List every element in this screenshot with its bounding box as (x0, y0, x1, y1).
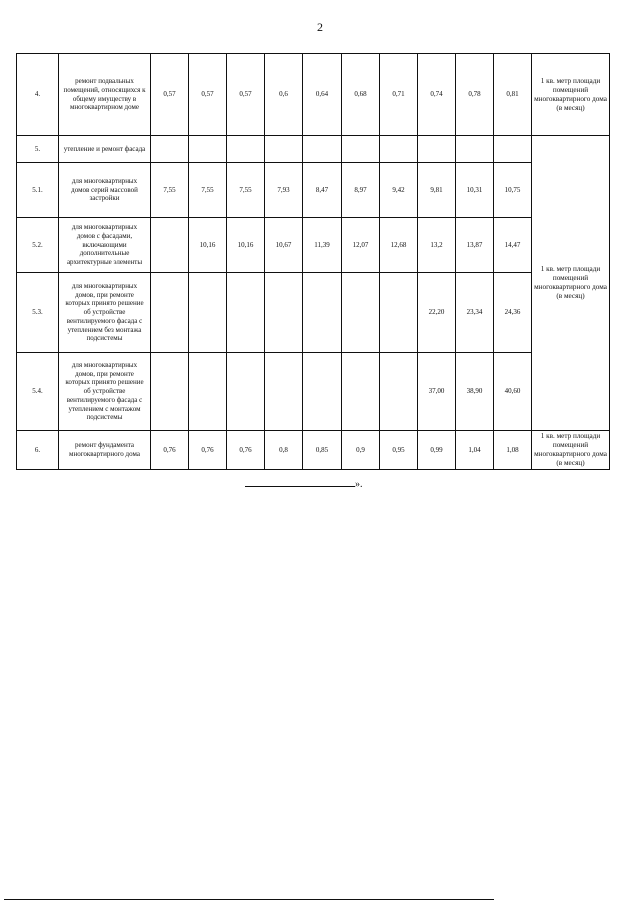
rate-cell (265, 273, 303, 353)
rate-cell: 8,47 (303, 163, 342, 218)
table-row (17, 54, 610, 136)
rate-cell (380, 273, 418, 353)
row-description: для многоквартирных домов, при ремонте которых принято решение об устройстве вентилируемого фасада с утеплением без монтажа подсистемы (59, 273, 151, 353)
row-number: 5.4. (17, 353, 59, 431)
table-row (17, 273, 610, 353)
rate-cell: 1,04 (456, 431, 494, 470)
row-number: 5.1. (17, 163, 59, 218)
rate-cell: 0,76 (151, 431, 189, 470)
row-number: 5. (17, 136, 59, 163)
row-description: ремонт фундамента многоквартирного дома (59, 431, 151, 470)
rate-cell (189, 136, 227, 163)
rate-cell: 7,55 (227, 163, 265, 218)
rate-cell (303, 273, 342, 353)
tariff-table (16, 53, 610, 470)
rate-cell: 1,08 (494, 431, 532, 470)
rate-cell: 9,42 (380, 163, 418, 218)
rate-cell (303, 353, 342, 431)
rate-cell: 0,74 (418, 54, 456, 136)
rate-cell: 7,55 (189, 163, 227, 218)
rate-cell: 0,6 (265, 54, 303, 136)
rate-cell (227, 353, 265, 431)
rate-cell: 0,8 (265, 431, 303, 470)
rate-cell (456, 136, 494, 163)
row-description: для многоквартирных домов серий массовой застройки (59, 163, 151, 218)
table-row (17, 431, 610, 470)
rate-cell: 0,57 (227, 54, 265, 136)
rate-cell: 0,71 (380, 54, 418, 136)
rate-cell: 7,93 (265, 163, 303, 218)
rate-cell: 0,76 (227, 431, 265, 470)
rate-cell (227, 136, 265, 163)
rate-cell: 13,87 (456, 218, 494, 273)
rate-cell: 11,39 (303, 218, 342, 273)
page-number: 2 (317, 20, 323, 34)
rate-cell (342, 353, 380, 431)
unit-cell: 1 кв. метр площади помещений многоквартирного дома (в месяц) (532, 54, 610, 136)
row-description: для многоквартирных домов, при ремонте которых принято решение об устройстве вентилируемого фасада с утеплением с монтажом подсистемы (59, 353, 151, 431)
closing-line (245, 478, 405, 490)
rate-cell: 10,16 (227, 218, 265, 273)
rate-cell: 10,31 (456, 163, 494, 218)
rate-cell (265, 136, 303, 163)
rate-cell (342, 273, 380, 353)
row-number: 4. (17, 54, 59, 136)
table-row (17, 136, 610, 163)
rate-cell: 0,57 (151, 54, 189, 136)
rate-cell (151, 136, 189, 163)
rate-cell: 7,55 (151, 163, 189, 218)
closing-quote: ». (355, 479, 363, 490)
row-number: 5.3. (17, 273, 59, 353)
rate-cell (189, 353, 227, 431)
rate-cell (380, 136, 418, 163)
rate-cell: 22,20 (418, 273, 456, 353)
row-description: утепление и ремонт фасада (59, 136, 151, 163)
rate-cell: 40,60 (494, 353, 532, 431)
rate-cell: 14,47 (494, 218, 532, 273)
rate-cell (303, 136, 342, 163)
rate-cell: 0,78 (456, 54, 494, 136)
rate-cell: 0,9 (342, 431, 380, 470)
rate-cell: 12,68 (380, 218, 418, 273)
rate-cell: 9,81 (418, 163, 456, 218)
row-number: 5.2. (17, 218, 59, 273)
row-number: 6. (17, 431, 59, 470)
rate-cell: 10,75 (494, 163, 532, 218)
rate-cell: 10,16 (189, 218, 227, 273)
rate-cell: 38,90 (456, 353, 494, 431)
rate-cell (494, 136, 532, 163)
table-row (17, 218, 610, 273)
rate-cell: 12,07 (342, 218, 380, 273)
rate-cell: 23,34 (456, 273, 494, 353)
row-description: для многоквартирных домов с фасадами, включающими дополнительные архитектурные элементы (59, 218, 151, 273)
rate-cell: 0,64 (303, 54, 342, 136)
table-row (17, 163, 610, 218)
rate-cell: 37,00 (418, 353, 456, 431)
rate-cell: 0,57 (189, 54, 227, 136)
signature-blank (245, 478, 355, 487)
rate-cell (151, 273, 189, 353)
rate-cell (151, 353, 189, 431)
rate-cell (189, 273, 227, 353)
row-description: ремонт подвальных помещений, относящихся к общему имуществу в многоквартирном доме (59, 54, 151, 136)
unit-cell: 1 кв. метр площади помещений многоквартирного дома (в месяц) (532, 431, 610, 470)
rate-cell: 10,67 (265, 218, 303, 273)
rate-cell: 0,76 (189, 431, 227, 470)
rate-cell: 0,99 (418, 431, 456, 470)
rate-cell: 13,2 (418, 218, 456, 273)
unit-cell: 1 кв. метр площади помещений многоквартирного дома (в месяц) (532, 136, 610, 431)
rate-cell (151, 218, 189, 273)
rate-cell (227, 273, 265, 353)
rate-cell (342, 136, 380, 163)
rate-cell (418, 136, 456, 163)
footer-rule (4, 899, 494, 900)
rate-cell (265, 353, 303, 431)
rate-cell: 0,95 (380, 431, 418, 470)
table-row (17, 353, 610, 431)
rate-cell: 0,68 (342, 54, 380, 136)
rate-cell: 8,97 (342, 163, 380, 218)
rate-cell: 24,36 (494, 273, 532, 353)
rate-cell (380, 353, 418, 431)
rate-cell: 0,85 (303, 431, 342, 470)
rate-cell: 0,81 (494, 54, 532, 136)
